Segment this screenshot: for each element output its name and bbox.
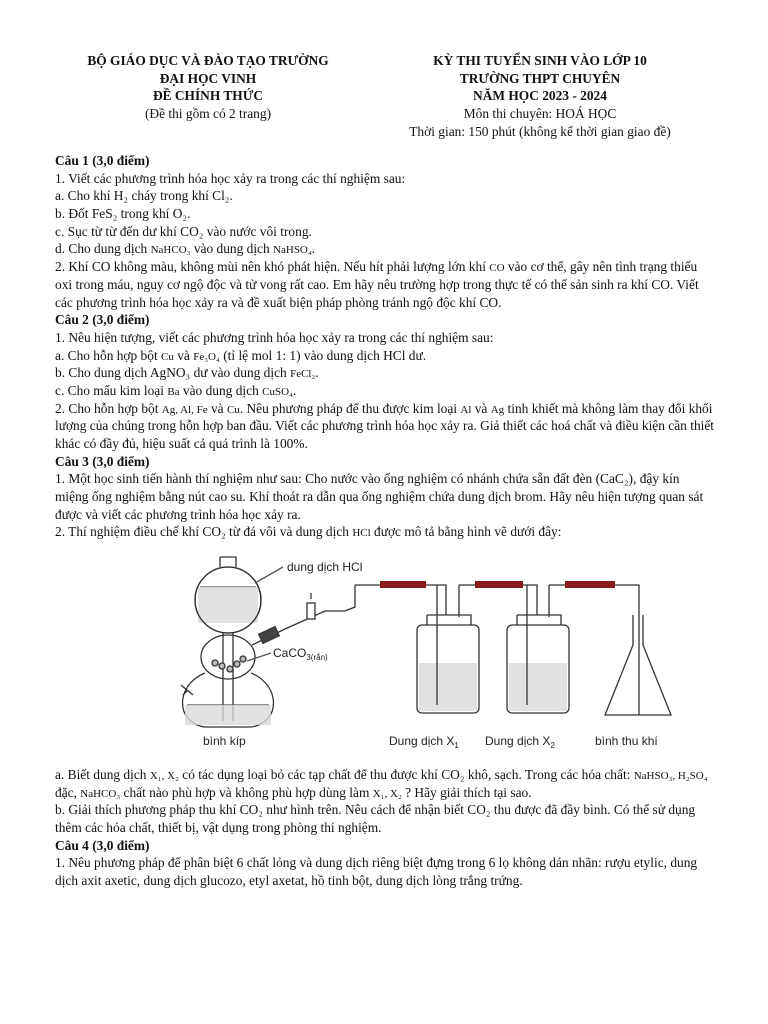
label-hcl: dung dịch HCl [287, 560, 363, 575]
label-x1: Dung dịch $X_1$ [389, 734, 459, 751]
kipp-apparatus [181, 557, 345, 727]
q3-part2-intro: 2. Thí nghiệm điều chế khí CO₂ từ đá vôi và dung dịch HCl được mô tả bằng hình vẽ dưới đây: [55, 524, 562, 540]
bottle-x1 [417, 585, 479, 713]
q1-item-a: a. Cho khí H₂ cháy trong khí Cl₂. [55, 188, 233, 204]
question-1-title: Câu 1 (3,0 điểm) [55, 153, 150, 168]
school-year: NĂM HỌC 2023 - 2024 [473, 88, 607, 104]
q2-part2: 2. Cho hỗn hợp bột Ag, Al, Fe và Cu. Nêu phương pháp để thu được kim loại Al và Ag tinh khiết mà không làm thay đổi khối lượng của chúng trong hỗn hợp ban đầu. Viết các phương trình hóa học xảy ra. Giả thiết các hoá chất và điều kiện cần thiết khác có đầy đủ, hiệu suất cả quá trình là 100%. [55, 400, 715, 451]
formula: NaHCO₃ [150, 244, 191, 257]
header-right [370, 52, 710, 140]
formula: NaHCO₃ [80, 787, 121, 800]
q2-item-b: b. Cho dung dịch AgNO₃ dư vào dung dịch FeCl₂. [55, 365, 319, 381]
q1-item-b: b. Đốt FeS₂ trong khí O₂. [55, 206, 191, 222]
label-caco3: CaCO$_{3(rắn)}$ [273, 646, 328, 663]
q2-part1-intro: 1. Nêu hiện tượng, viết các phương trình hóa học xảy ra trong các thí nghiệm sau: [55, 329, 494, 345]
bottle-x2 [507, 585, 569, 713]
university-line: ĐẠI HỌC VINH [159, 70, 257, 86]
label-x2: Dung dịch $X_2$ [485, 734, 555, 751]
formula: CuSO₄ [262, 385, 293, 398]
label-binh-kip: bình kíp [203, 734, 246, 749]
formula: Ag [490, 403, 505, 416]
ministry-line: BỘ GIÁO DỤC VÀ ĐÀO TẠO TRƯỜNG [87, 53, 329, 68]
q1-item-c: c. Sục từ từ đến dư khí CO₂ vào nước vôi trong. [55, 223, 312, 239]
formula: Ag, Al, Fe [161, 403, 208, 416]
question-3-title: Câu 3 (3,0 điểm) [55, 453, 150, 469]
formula: Fe₃O₄ [193, 350, 220, 363]
school-name: TRƯỜNG THPT CHUYÊN [459, 70, 621, 86]
q4-part1: 1. Nêu phương pháp để phân biệt 6 chất lỏng và dung dịch riêng biệt đựng trong 6 lọ không dán nhãn: rượu etylic, dung dịch axit axetic, dung dịch glucozo, etyl axetat, hồ tinh bột, dung dịch lòng trắng trứng. [55, 855, 698, 888]
formula: FeCl₂ [290, 368, 316, 381]
formula: (CaC₂) [595, 471, 633, 487]
question-2-title: Câu 2 (3,0 điểm) [55, 312, 150, 328]
exam-content [55, 152, 715, 890]
time-limit: Thời gian: 150 phút (không kể thời gian giao đề) [409, 123, 671, 139]
official-label: ĐỀ CHÍNH THỨC [152, 88, 264, 104]
formula: X₁, X₂ [149, 769, 179, 782]
q1-part2: 2. Khí CO không màu, không mùi nên khó phát hiện. Nếu hít phải lượng lớn khí CO vào cơ thể, gây nên tình trạng thiếu oxi trong máu, nguy cơ ngộ độc và tử vong rất cao. Em hãy nêu trường hợp trong thực tế có thể sản sinh ra khí CO. Viết các phương trình hóa học xảy ra và đề xuất biện pháp phòng tránh ngộ độc khí CO. [55, 259, 699, 310]
q3-part1: 1. Một học sinh tiến hành thí nghiệm như sau: Cho nước vào ống nghiệm có nhánh chứa sẵn đất đèn (CaC₂), đậy kín miệng ống nghiệm bằng nút cao su. Khí thoát ra dẫn qua ống nghiệm chứa dung dịch brom. Hãy nêu hiện tượng quan sát được và viết các phương trình hóa học xảy ra. [55, 471, 704, 522]
subject: Môn thi chuyên: HOÁ HỌC [463, 106, 617, 122]
formula: Cu [226, 403, 240, 416]
formula: HCl [352, 527, 371, 540]
page-count-note: (Đề thi gồm có 2 trang) [144, 106, 272, 122]
formula: Cu [161, 350, 174, 363]
formula: CO [489, 262, 505, 275]
collection-flask [605, 615, 671, 715]
q2-item-a: a. Cho hỗn hợp bột Cu và Fe₃O₄ (tỉ lệ mol 1: 1) vào dung dịch HCl dư. [55, 347, 427, 363]
q1-item-d: d. Cho dung dịch NaHCO₃ vào dung dịch NaHSO₄. [55, 241, 316, 257]
q2-item-c: c. Cho mẩu kim loại Ba vào dung dịch CuSO₄. [55, 382, 297, 398]
q3-item-b: b. Giải thích phương pháp thu khí CO₂ như hình trên. Nêu cách để nhận biết CO₂ thu được đã đầy bình. Có thể sử dụng thêm các hóa chất, thiết bị, vật dụng trong phòng thí nghiệm. [55, 802, 696, 835]
co2-apparatus-diagram [55, 545, 715, 755]
formula: Ba [167, 385, 180, 398]
exam-title: KỲ THI TUYỂN SINH VÀO LỚP 10 [433, 53, 647, 68]
formula: Al [460, 403, 472, 416]
question-4-title: Câu 4 (3,0 điểm) [55, 837, 150, 853]
formula: X₁, X₂ [372, 787, 402, 800]
formula: NaHSO₄ [273, 244, 312, 257]
q3-item-a: a. Biết dung dịch X₁, X₂ có tác dụng loại bỏ các tạp chất để thu được khí CO₂ khô, sạch. Trong các hóa chất: NaHSO₃, H₂SO₄ đặc, NaHCO₃ chất nào phù hợp và không phù hợp dùng làm X₁, X₂ ? Hãy giải thích tại sao. [55, 766, 708, 800]
q1-part1-intro: 1. Viết các phương trình hóa học xảy ra trong các thí nghiệm sau: [55, 170, 406, 186]
header-left [58, 52, 358, 123]
formula: NaHSO₃, H₂SO₄ [633, 769, 708, 782]
label-binh-thu: bình thu khí [595, 734, 658, 749]
